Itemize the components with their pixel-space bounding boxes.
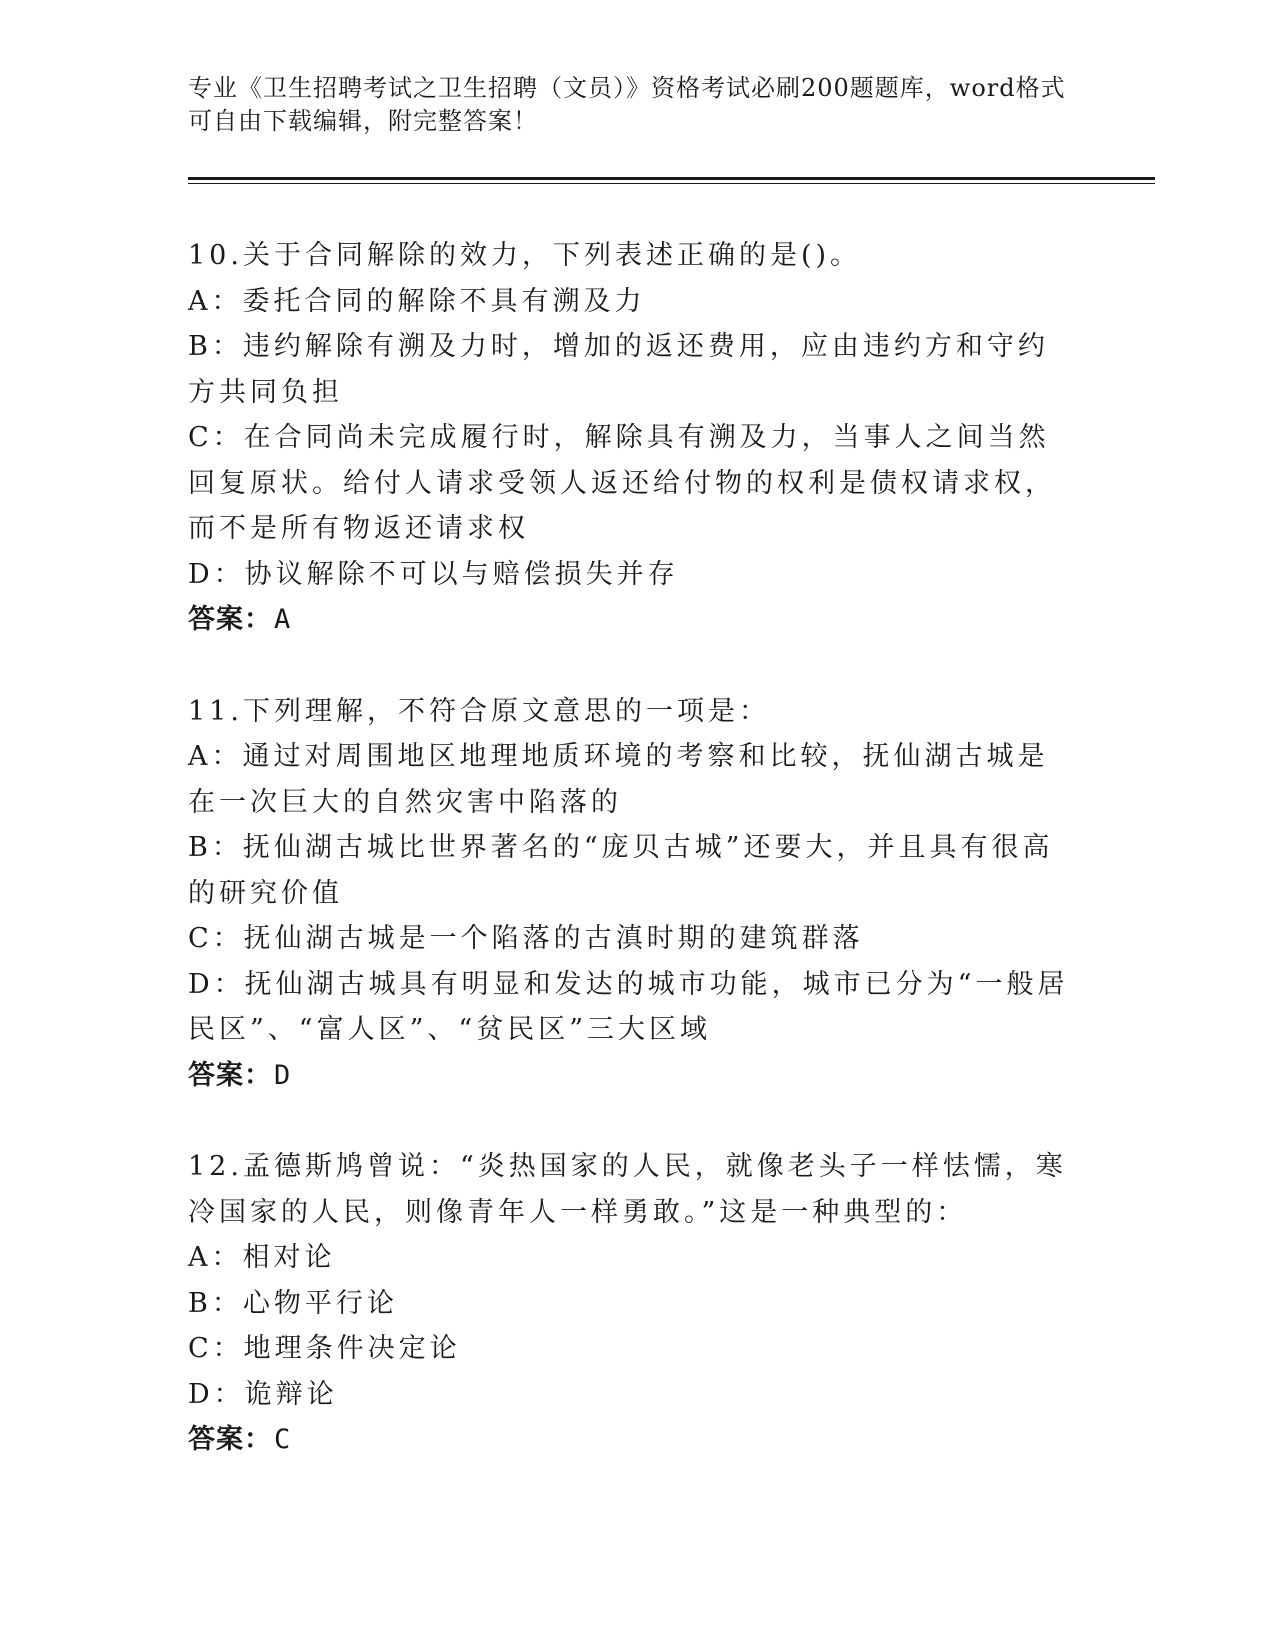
answer-label: 答案： (188, 604, 272, 635)
answer-value: D (274, 1059, 292, 1091)
option-c: C：地理条件决定论 (188, 1333, 461, 1364)
answer-value: C (274, 1424, 292, 1455)
option-b: B：心物平行论 (188, 1287, 398, 1319)
answer-label: 答案： (188, 1424, 272, 1455)
answer-label: 答案： (188, 1059, 272, 1091)
header-divider-thick (188, 177, 1155, 180)
header-divider-thin (188, 183, 1155, 184)
question-stem: 10.关于合同解除的效力，下列表述正确的是()。 (188, 240, 862, 271)
question-10 (188, 233, 1078, 643)
answer-line (188, 1417, 1078, 1463)
question-list (188, 233, 1078, 1509)
question-12 (188, 1144, 1078, 1463)
option-a: A：相对论 (188, 1242, 336, 1273)
question-stem: 12.孟德斯鸠曾说：“炎热国家的人民，就像老头子一样怯懦，寒冷国家的人民，则像青年人一样勇敢。”这是一种典型的： (188, 1151, 1067, 1228)
answer-line (188, 1053, 1078, 1099)
option-a: A：委托合同的解除不具有溯及力 (188, 285, 646, 317)
answer-line (188, 597, 1078, 643)
option-d: D：协议解除不可以与赔偿损失并存 (188, 558, 679, 590)
answer-value: A (274, 604, 292, 635)
option-b: B：抚仙湖古城比世界著名的“庞贝古城”还要大，并且具有很高的研究价值 (188, 832, 1054, 909)
question-stem: 11.下列理解，不符合原文意思的一项是： (188, 695, 770, 727)
option-d: D：抚仙湖古城具有明显和发达的城市功能，城市已分为“一般居民区”、“富人区”、“贫民区”三大区域 (188, 968, 1069, 1045)
option-c: C：在合同尚未完成履行时，解除具有溯及力，当事人之间当然回复原状。给付人请求受领人返还给付物的权利是债权请求权，而不是所有物返还请求权 (188, 422, 1056, 544)
option-b: B：违约解除有溯及力时，增加的返还费用，应由违约方和守约方共同负担 (188, 331, 1049, 408)
document-header: 专业《卫生招聘考试之卫生招聘（文员）》资格考试必刷200题题库，word格式可自由下载编辑，附完整答案！ (188, 74, 1066, 135)
option-a: A：通过对周围地区地理地质环境的考察和比较，抚仙湖古城是在一次巨大的自然灾害中陷落的 (188, 741, 1049, 818)
option-c: C：抚仙湖古城是一个陷落的古滇时期的建筑群落 (188, 923, 864, 954)
question-11 (188, 689, 1078, 1099)
option-d: D：诡辩论 (188, 1378, 338, 1410)
